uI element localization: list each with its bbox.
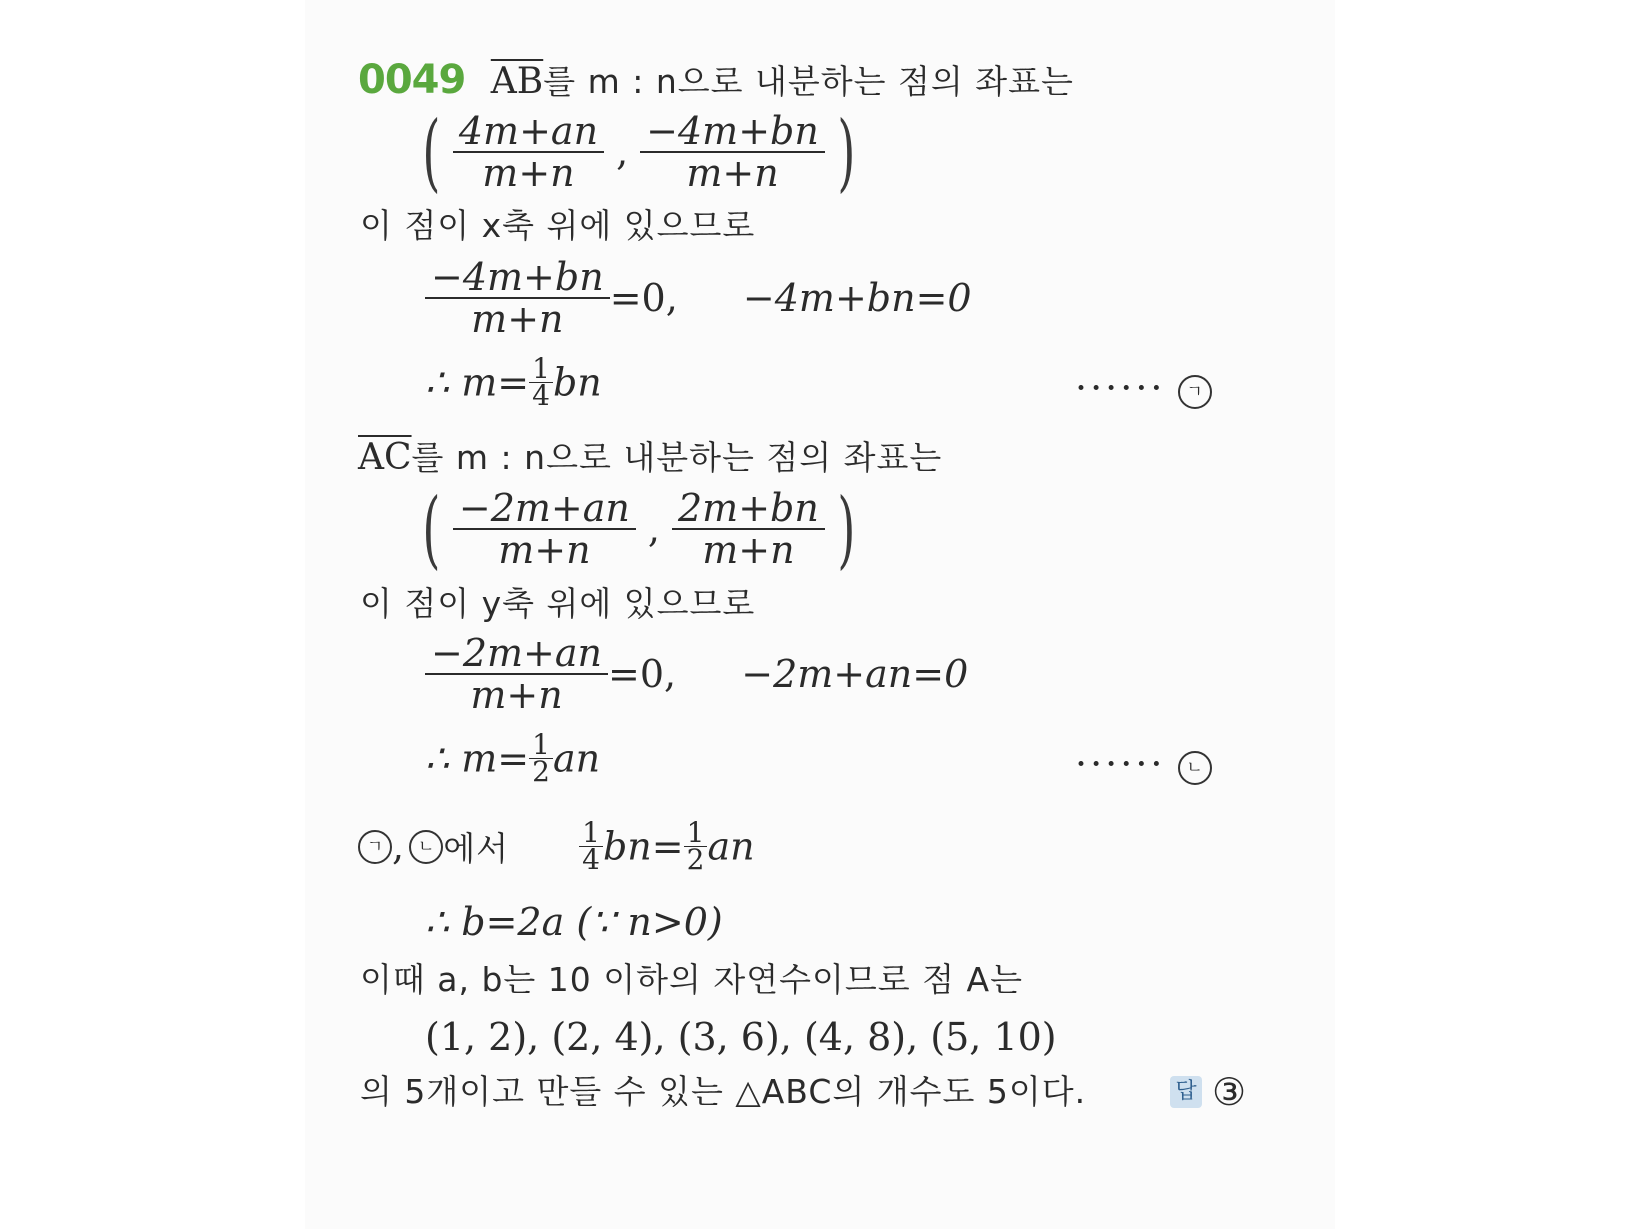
- ab-division-text: 를 m : n으로 내분하는 점의 좌표는: [543, 62, 1074, 101]
- combine-left-suffix: bn=: [602, 824, 684, 869]
- result-m-bn: [425, 352, 602, 412]
- coord1-x-numerator: 4m+an: [453, 111, 604, 153]
- combine-right-suffix: an: [707, 824, 755, 869]
- combine-right-numerator: 1: [684, 820, 708, 847]
- line-ab-division: [358, 58, 1074, 104]
- answer: [1170, 1070, 1246, 1114]
- line-ac-division: [358, 436, 942, 480]
- segment-ac: $\overline{AC}$: [358, 437, 412, 478]
- condition-x-axis: 이 점이 x축 위에 있으므로: [360, 206, 756, 245]
- combine-right-fraction: [684, 816, 708, 876]
- coord1-y-denominator: m+n: [686, 151, 779, 195]
- right-paren: ): [837, 480, 856, 578]
- combine-line: [358, 816, 755, 876]
- coord2-y-numerator: 2m+bn: [672, 488, 825, 530]
- coordinate-ab: ( $\frac{4m+an}{m+n}$ , $\frac{-4m+bn}{m+n}$ ): [422, 103, 856, 201]
- combine-text: 에서: [443, 829, 509, 868]
- res2-denominator: 2: [532, 755, 550, 788]
- res1-fraction: [529, 352, 553, 412]
- circle-nieun-icon: ㄴ: [409, 830, 443, 864]
- eq1-numerator: −4m+bn: [425, 257, 610, 299]
- coord1-x-denominator: m+n: [482, 151, 575, 195]
- ac-division-text: 를 m : n으로 내분하는 점의 좌표는: [411, 438, 943, 477]
- marker-2-dots: ······: [1075, 742, 1166, 786]
- circle-giyeok-icon: ㄱ: [358, 830, 392, 864]
- res1-denominator: 4: [532, 379, 550, 412]
- eq1-result: −4m+bn=0: [742, 276, 972, 320]
- result-m-an: [425, 728, 601, 788]
- right-paren: ): [837, 103, 856, 201]
- eq2-numerator: −2m+an: [425, 633, 608, 675]
- res1-numerator: 1: [529, 356, 553, 383]
- eq2-denominator: m+n: [470, 673, 563, 717]
- res2-suffix: an: [552, 736, 601, 781]
- combine-left-denominator: 4: [582, 843, 600, 876]
- combine-separator: ,: [392, 824, 405, 869]
- coord2-x-fraction: [453, 488, 636, 570]
- marker-1-dots: ······: [1075, 366, 1166, 410]
- eq1-fraction: [425, 257, 610, 339]
- coordinate-ac: ( $\frac{-2m+an}{m+n}$ , $\frac{2m+bn}{m+n}$ ): [422, 480, 856, 578]
- segment-ab: $\overline{AB}$: [490, 61, 544, 102]
- condition-y-axis: 이 점이 y축 위에 있으므로: [360, 584, 756, 623]
- coord2-y-denominator: m+n: [702, 528, 795, 572]
- problem-number: 0049: [358, 57, 466, 103]
- left-paren: (: [422, 103, 441, 201]
- combine-left-numerator: 1: [579, 820, 603, 847]
- res1-prefix: ∴ m=: [425, 360, 530, 405]
- coord2-x-denominator: m+n: [498, 528, 591, 572]
- res1-suffix: bn: [552, 360, 602, 405]
- circle-nieun-icon: ㄴ: [1178, 751, 1212, 785]
- condition-natural-numbers: 이때 a, b는 10 이하의 자연수이므로 점 A는: [360, 960, 1023, 999]
- combine-right-denominator: 2: [686, 843, 705, 876]
- eq1-rhs: =0,: [609, 276, 678, 320]
- conclusion-text: 의 5개이고 만들 수 있는 △ABC의 개수도 5이다.: [360, 1072, 1087, 1111]
- result-b-2a: ∴ b=2a (∵ n>0): [425, 900, 723, 944]
- coord1-y-fraction: [640, 111, 825, 193]
- marker-2: [1075, 742, 1212, 786]
- combine-left-fraction: [579, 816, 603, 876]
- equation-x: [425, 257, 972, 339]
- coord2-x-numerator: −2m+an: [453, 488, 636, 530]
- eq2-rhs: =0,: [608, 652, 677, 696]
- res2-numerator: 1: [529, 732, 553, 759]
- circle-giyeok-icon: ㄱ: [1178, 375, 1212, 409]
- coord1-x-fraction: [453, 111, 604, 193]
- answer-label-icon: 답: [1170, 1076, 1202, 1108]
- equation-y: [425, 633, 968, 715]
- res2-prefix: ∴ m=: [425, 736, 530, 781]
- res2-fraction: [529, 728, 553, 788]
- coord2-y-fraction: [672, 488, 825, 570]
- left-paren: (: [422, 480, 441, 578]
- eq1-denominator: m+n: [471, 297, 564, 341]
- points-list: (1, 2), (2, 4), (3, 6), (4, 8), (5, 10): [425, 1015, 1057, 1059]
- coord1-y-numerator: −4m+bn: [640, 111, 825, 153]
- eq2-result: −2m+an=0: [741, 652, 969, 696]
- eq2-fraction: [425, 633, 608, 715]
- marker-1: [1075, 366, 1212, 410]
- answer-value: ③: [1212, 1070, 1247, 1114]
